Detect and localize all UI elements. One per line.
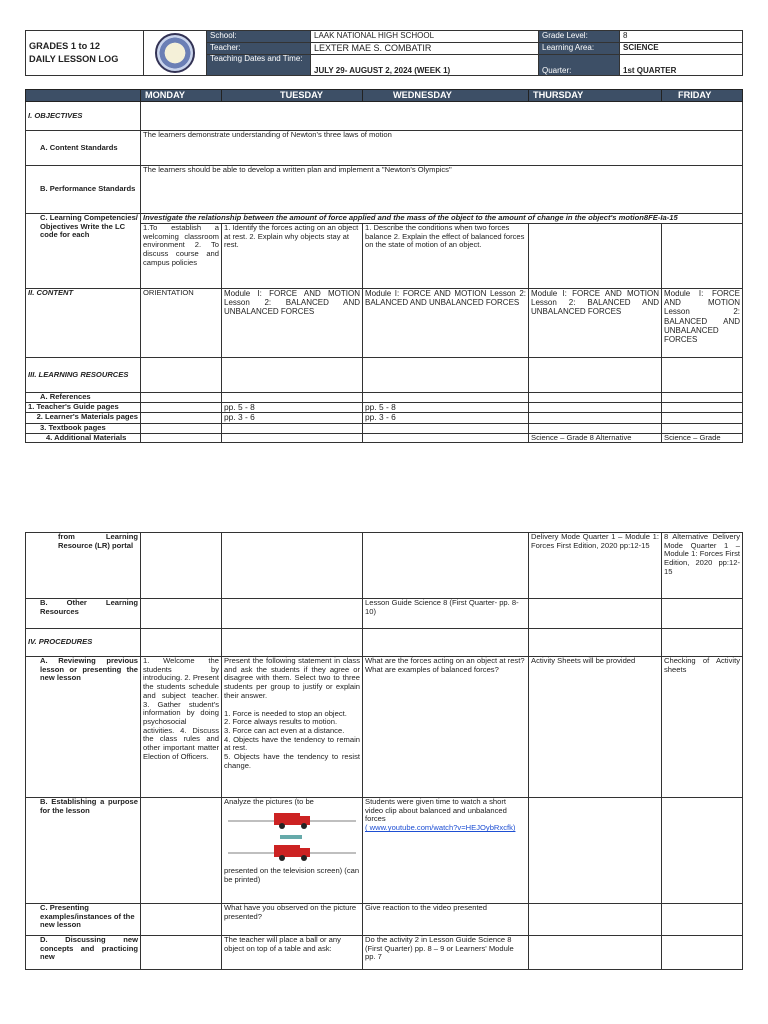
force-diagram-image xyxy=(224,807,360,865)
cell xyxy=(141,599,222,629)
statement-item: 5. Objects have the tendency to resist change. xyxy=(224,752,360,770)
cell xyxy=(662,402,743,413)
statement-item: 1. Force is needed to stop an object. xyxy=(224,708,347,718)
truck-balanced-icon xyxy=(228,845,356,861)
area-value: SCIENCE xyxy=(620,43,743,55)
cell xyxy=(363,424,529,434)
proc-d-tuesday: The teacher will place a ball or any object on top of a table and ask: xyxy=(222,936,363,970)
cell xyxy=(222,599,363,629)
proc-b-wednesday-text: Students were given time to watch a short video clip about balanced and unbalanced forces xyxy=(365,797,507,824)
performance-standards-text: The learners should be able to develop a written plan and implement a "Newton's Olympics" xyxy=(141,166,743,214)
lesson-table-page2 xyxy=(25,532,743,970)
day-monday: MONDAY xyxy=(141,90,222,102)
proc-b-label: B. Establishing a purpose for the lesson xyxy=(26,798,141,904)
lesson-table-page1 xyxy=(25,89,743,443)
content-friday: Module I: FORCE AND MOTION Lesson 2: BALANCED AND UNBALANCED FORCES xyxy=(662,289,743,358)
log-title: GRADES 1 to 12 DAILY LESSON LOG xyxy=(26,31,144,76)
additional-friday-p1: Science – Grade xyxy=(662,433,743,443)
teacher-label: Teacher: xyxy=(207,43,311,55)
cell xyxy=(141,433,222,443)
performance-standards-label: B. Performance Standards xyxy=(26,166,141,214)
cell xyxy=(529,936,662,970)
cell xyxy=(222,393,363,403)
proc-b-tuesday-text1: Analyze the pictures (to be xyxy=(224,797,314,806)
cell xyxy=(662,936,743,970)
content-standards-label: A. Content Standards xyxy=(26,131,141,166)
cell xyxy=(529,599,662,629)
content-monday: ORIENTATION xyxy=(141,289,222,358)
statement-item: 2. Force always results to motion. xyxy=(224,717,338,727)
cell xyxy=(363,629,529,657)
cell xyxy=(529,904,662,936)
school-label: School: xyxy=(207,31,311,43)
deped-seal xyxy=(144,31,207,76)
lm-pages-wednesday: pp. 3 - 6 xyxy=(363,413,529,424)
proc-d-label: D. Discussing new concepts and practicing new xyxy=(26,936,141,970)
cell xyxy=(141,424,222,434)
time-label: Teaching Dates and Time: xyxy=(207,55,311,76)
cell xyxy=(222,629,363,657)
header-table xyxy=(25,30,743,76)
other-resources-wednesday: Lesson Guide Science 8 (First Quarter- pp. 8-10) xyxy=(363,599,529,629)
additional-thursday-p2: Delivery Mode Quarter 1 – Module 1: Forces First Edition, 2020 pp:12-15 xyxy=(529,533,662,599)
cell xyxy=(141,798,222,904)
proc-d-wednesday: Do the activity 2 in Lesson Guide Science 8 (First Quarter) pp. 8 – 9 or Learners' Module pp. 7 xyxy=(363,936,529,970)
proc-a-monday: 1. Welcome the students by introducing. 2. Present the students schedule and subject teacher. 3. Gather student's information by doing psychosocial activities. 4. Discuss the class rules and other important matter Election of Officers. xyxy=(141,657,222,798)
grade-value: 8 xyxy=(620,31,743,43)
cell xyxy=(363,358,529,393)
seal-logo-icon xyxy=(155,33,195,73)
cell xyxy=(529,358,662,393)
time-value: JULY 29- AUGUST 2, 2024 (WEEK 1) xyxy=(311,55,539,76)
cell xyxy=(141,936,222,970)
cell xyxy=(222,433,363,443)
cell xyxy=(141,629,222,657)
cell xyxy=(222,533,363,599)
school-value: LAAK NATIONAL HIGH SCHOOL xyxy=(311,31,539,43)
proc-a-tuesday xyxy=(222,657,363,798)
day-wednesday: WEDNESDAY xyxy=(363,90,529,102)
days-corner xyxy=(26,90,141,102)
other-resources-label: B. Other Learning Resources xyxy=(26,599,141,629)
arrow-icon xyxy=(280,835,302,839)
quarter-label: Quarter: xyxy=(539,55,620,76)
proc-a-friday: Checking of Activity sheets xyxy=(662,657,743,798)
cell xyxy=(141,413,222,424)
references-label: A. References xyxy=(26,393,141,403)
cell xyxy=(222,358,363,393)
cell xyxy=(662,393,743,403)
cell xyxy=(662,358,743,393)
cell xyxy=(662,413,743,424)
content-tuesday: Module I: FORCE AND MOTION Lesson 2: BALANCED AND UNBALANCED FORCES xyxy=(222,289,363,358)
content-standards-text: The learners demonstrate understanding of Newton's three laws of motion xyxy=(141,131,743,166)
lm-pages-tuesday: pp. 3 - 6 xyxy=(222,413,363,424)
cell xyxy=(662,629,743,657)
objectives-heading: I. OBJECTIVES xyxy=(26,102,141,131)
tg-pages-wednesday: pp. 5 - 8 xyxy=(363,402,529,413)
objectives-blank xyxy=(141,102,743,131)
proc-c-label: C. Presenting examples/instances of the new lesson xyxy=(26,904,141,936)
proc-a-wednesday: What are the forces acting on an object at rest? What are examples of balanced forces? xyxy=(363,657,529,798)
objective-wednesday: 1. Describe the conditions when two forces balance 2. Explain the effect of balanced forces on the state of motion of an object. xyxy=(363,224,529,289)
additional-materials-label-cont: from Learning Resource (LR) portal xyxy=(26,533,141,599)
additional-materials-label: 4. Additional Materials xyxy=(26,433,141,443)
day-tuesday: TUESDAY xyxy=(222,90,363,102)
objective-friday xyxy=(662,224,743,289)
proc-a-thursday: Activity Sheets will be provided xyxy=(529,657,662,798)
textbook-label: 3. Textbook pages xyxy=(26,424,141,434)
cell xyxy=(529,402,662,413)
cell xyxy=(222,424,363,434)
truck-unbalanced-icon xyxy=(228,813,356,829)
cell xyxy=(363,433,529,443)
cell xyxy=(141,402,222,413)
content-thursday: Module I: FORCE AND MOTION Lesson 2: BALANCED AND UNBALANCED FORCES xyxy=(529,289,662,358)
cell xyxy=(662,798,743,904)
grade-label: Grade Level: xyxy=(539,31,620,43)
day-thursday: THURSDAY xyxy=(529,90,662,102)
cell xyxy=(662,424,743,434)
cell xyxy=(141,358,222,393)
proc-c-tuesday: What have you observed on the picture presented? xyxy=(222,904,363,936)
objective-thursday xyxy=(529,224,662,289)
additional-thursday-p1: Science – Grade 8 Alternative xyxy=(529,433,662,443)
teacher-value: LEXTER MAE S. COMBATIR xyxy=(311,43,539,55)
area-label: Learning Area: xyxy=(539,43,620,55)
cell xyxy=(662,904,743,936)
competencies-banner: Investigate the relationship between the amount of force applied and the mass of the object to the amount of change in the object's motion8FE-Ia-15 xyxy=(141,214,743,224)
learners-materials-label: 2. Learner's Materials pages xyxy=(26,413,141,424)
cell xyxy=(141,393,222,403)
proc-a-label: A. Reviewing previous lesson or presenting the new lesson xyxy=(26,657,141,798)
quarter-value: 1st QUARTER xyxy=(620,55,743,76)
objective-monday: 1.To establish a welcoming classroom environment 2. To discuss course and campus policies xyxy=(141,224,222,289)
proc-b-tuesday-text2: presented on the television screen) (can be printed) xyxy=(224,866,360,885)
procedures-heading: IV. PROCEDURES xyxy=(26,629,141,657)
resources-heading: III. LEARNING RESOURCES xyxy=(26,358,141,393)
objective-tuesday: 1. Identify the forces acting on an object at rest. 2. Explain why objects stay at rest. xyxy=(222,224,363,289)
cell xyxy=(529,424,662,434)
proc-b-wednesday xyxy=(363,798,529,904)
day-friday: FRIDAY xyxy=(662,90,743,102)
content-wednesday: Module I: FORCE AND MOTION Lesson 2: BALANCED AND UNBALANCED FORCES xyxy=(363,289,529,358)
cell xyxy=(662,599,743,629)
additional-friday-p2: 8 Alternative Delivery Mode Quarter 1 – Module 1: Forces First Edition, 2020 pp:12-15 xyxy=(662,533,743,599)
youtube-link[interactable]: ( www.youtube.com/watch?v=HEJOybRxcfk) xyxy=(365,823,516,833)
content-heading: II. CONTENT xyxy=(26,289,141,358)
statement-item: 3. Force can act even at a distance. xyxy=(224,726,345,736)
tg-pages-tuesday: pp. 5 - 8 xyxy=(222,402,363,413)
statement-item: 4. Objects have the tendency to remain at rest. xyxy=(224,734,360,753)
cell xyxy=(363,393,529,403)
cell xyxy=(141,904,222,936)
cell xyxy=(363,533,529,599)
teachers-guide-label: 1. Teacher's Guide pages xyxy=(26,402,141,413)
cell xyxy=(529,798,662,904)
proc-a-tuesday-intro: Present the following statement in class and ask the students if they agree or disagree with them. Select two to three students per group to justify or explain their answer. xyxy=(224,656,360,700)
cell xyxy=(141,533,222,599)
cell xyxy=(529,629,662,657)
cell xyxy=(529,393,662,403)
competencies-label: C. Learning Competencies/ Objectives Write the LC code for each xyxy=(26,214,141,289)
proc-c-wednesday: Give reaction to the video presented xyxy=(363,904,529,936)
cell xyxy=(529,413,662,424)
proc-b-tuesday xyxy=(222,798,363,904)
